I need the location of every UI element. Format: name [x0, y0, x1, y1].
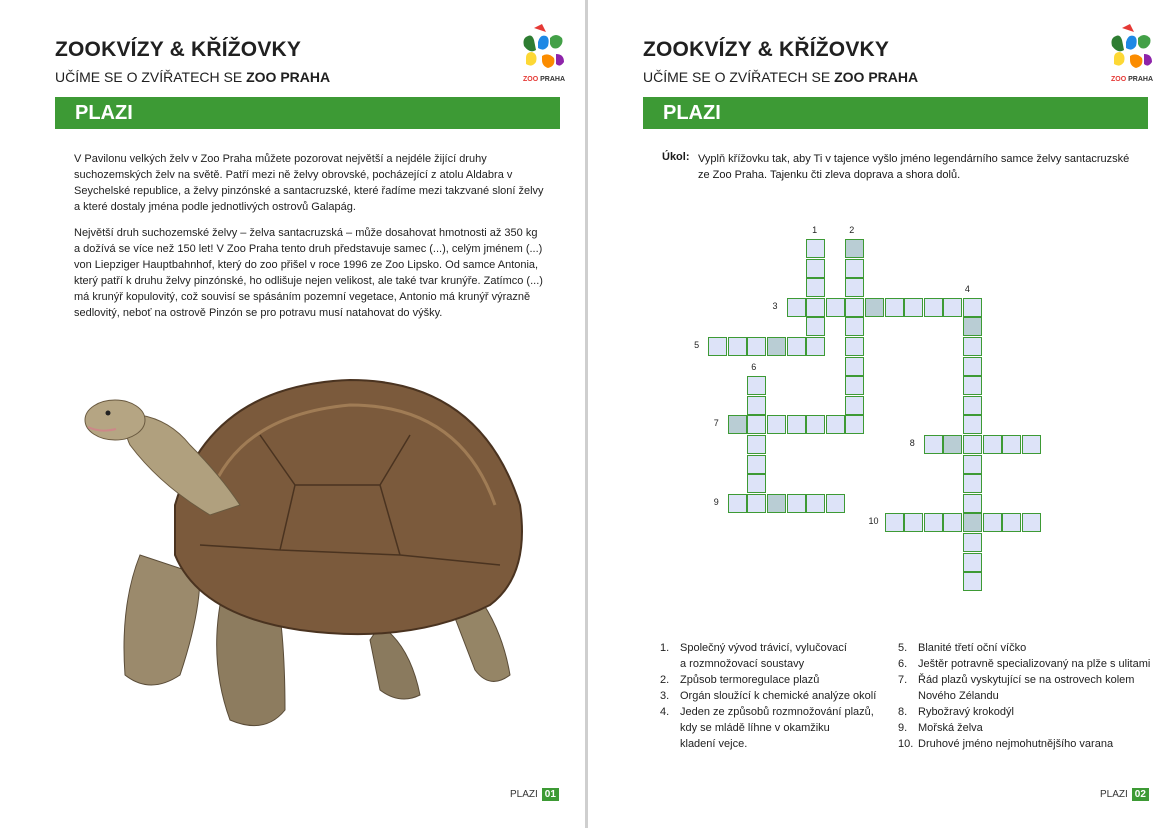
zoo-praha-logo	[520, 24, 568, 88]
crossword-cell[interactable]	[806, 278, 825, 297]
clues-left	[660, 640, 890, 752]
crossword-cell[interactable]	[963, 572, 982, 591]
crossword-cell[interactable]	[924, 435, 943, 454]
clue-1-cont: a rozmnožovací soustavy	[680, 658, 805, 670]
crossword-solution-cell[interactable]	[963, 317, 982, 336]
crossword-cell[interactable]	[963, 474, 982, 493]
crossword-cell[interactable]	[904, 298, 923, 317]
crossword-cell[interactable]	[963, 357, 982, 376]
crossword-cell[interactable]	[826, 415, 845, 434]
crossword-cell[interactable]	[885, 298, 904, 317]
crossword-cell[interactable]	[845, 376, 864, 395]
crossword-solution-cell[interactable]	[728, 415, 747, 434]
crossword-cell[interactable]	[1022, 435, 1041, 454]
crossword-number-3: 3	[772, 300, 778, 311]
clue-3: 3. Orgán sloužící k chemické analýze okolí	[660, 690, 877, 702]
crossword-number-4: 4	[964, 283, 970, 294]
crossword-cell[interactable]	[747, 494, 766, 513]
crossword-solution-cell[interactable]	[845, 239, 864, 258]
crossword-solution-cell[interactable]	[767, 337, 786, 356]
crossword-cell[interactable]	[787, 298, 806, 317]
crossword-cell[interactable]	[963, 337, 982, 356]
crossword-cell[interactable]	[767, 415, 786, 434]
crossword-cell[interactable]	[845, 259, 864, 278]
clue-4-cont2: kladení vejce.	[680, 738, 748, 750]
crossword-cell[interactable]	[924, 298, 943, 317]
crossword-cell[interactable]	[845, 415, 864, 434]
crossword-number-2: 2	[849, 225, 855, 235]
clue-9: 9. Mořská želva	[898, 722, 983, 734]
page-subtitle: UČÍME SE O ZVÍŘATECH SE ZOO PRAHA	[55, 69, 331, 85]
crossword-cell[interactable]	[747, 415, 766, 434]
crossword-cell[interactable]	[1002, 435, 1021, 454]
crossword-number-6: 6	[751, 362, 757, 373]
crossword-cell[interactable]	[963, 376, 982, 395]
crossword-cell[interactable]	[747, 337, 766, 356]
task-text: Vyplň křížovku tak, aby Ti v tajence vyšlo jméno legendárního samce želvy santacruzské ze Zoo Praha. Tajenku čti zleva doprava a shora dolů.	[698, 153, 1130, 181]
tortoise-paragraph: Největší druh suchozemské želvy – želva santacruzská – může dosahovat hmotnosti až 350 kg a dožívá se více než 150 let! V Zoo Praha tento druh představuje samec (...), celým jménem (...) von Liepziger Hauptbahnhof, který do zoo přišel v roce 1996 ze Zoo Lipsko. Od samce Antonia, který patří k druhu želvy pinzónské, ho odlišuje nejen velikost, ale také tvar krunýře. Zatímco (...) má krunýř kopulovitý, což souvisí se spásáním pozemní vegetace, Antonio má krunýř výrazně sedlovitý, neboť na ostrově Pinzón se pro potravu musí natahovat do výšky.	[74, 227, 543, 319]
crossword-cell[interactable]	[806, 259, 825, 278]
crossword-cell[interactable]	[747, 435, 766, 454]
crossword-cell[interactable]	[747, 474, 766, 493]
clue-5: 5. Blanité třetí oční víčko	[898, 642, 1027, 654]
hands-logo-icon	[520, 24, 568, 76]
crossword-cell[interactable]	[983, 513, 1002, 532]
crossword-cell[interactable]	[963, 435, 982, 454]
crossword-cell[interactable]	[1022, 513, 1041, 532]
crossword-cell[interactable]	[806, 337, 825, 356]
crossword-cell[interactable]	[806, 415, 825, 434]
crossword-cell[interactable]	[806, 317, 825, 336]
giant-tortoise-illustration	[80, 375, 530, 745]
crossword-number-5: 5	[694, 340, 700, 350]
crossword-cell[interactable]	[963, 396, 982, 415]
crossword-cell[interactable]	[806, 298, 825, 317]
crossword-cell[interactable]	[885, 513, 904, 532]
page-footer: PLAZI 01	[510, 788, 559, 801]
logo-text: ZOO PRAHA	[522, 76, 565, 83]
crossword-cell[interactable]	[728, 494, 747, 513]
crossword-cell[interactable]	[983, 435, 1002, 454]
clue-8: 8. Rybožravý krokodýl	[898, 706, 1014, 718]
crossword-cell[interactable]	[708, 337, 727, 356]
page-footer: PLAZI 02	[1100, 788, 1149, 801]
crossword-cell[interactable]	[963, 494, 982, 513]
page-right	[588, 0, 1173, 828]
crossword-solution-cell[interactable]	[767, 494, 786, 513]
intro-paragraph: V Pavilonu velkých želv v Zoo Praha můžete pozorovat největší a nejdéle žijící druhy suchozemských želv na světě. Patří mezi ně želvy obrovské, pocházející z atolu Aldabra v Seychelské republice, a želvy pinzónské a santacruzské, které řadíme mezi takzvané sloní želvy a které dostaly jména podle jednotlivých ostrovů Galapág.	[74, 153, 544, 213]
section-bar	[55, 97, 560, 129]
crossword-cell[interactable]	[1002, 513, 1021, 532]
crossword-cell[interactable]	[806, 494, 825, 513]
crossword-cell[interactable]	[943, 298, 962, 317]
crossword-solution-cell[interactable]	[865, 298, 884, 317]
crossword-number-8: 8	[909, 438, 915, 448]
clue-6: 6. Ještěr potravně specializovaný na plže s ulitami	[898, 658, 1151, 670]
task-label: Úkol:	[662, 151, 690, 163]
crossword-grid	[588, 0, 1173, 620]
crossword-cell[interactable]	[963, 298, 982, 317]
crossword-cell[interactable]	[747, 396, 766, 415]
crossword-cell[interactable]	[728, 337, 747, 356]
crossword-number-10: 10	[868, 516, 879, 527]
crossword-cell[interactable]	[845, 278, 864, 297]
crossword-solution-cell[interactable]	[963, 513, 982, 532]
crossword-cell[interactable]	[787, 337, 806, 356]
logo-text: ZOO PRAHA	[1110, 76, 1153, 83]
crossword-number-7: 7	[713, 418, 719, 429]
crossword-cell[interactable]	[826, 494, 845, 513]
crossword-cell[interactable]	[963, 533, 982, 552]
crossword-cell[interactable]	[963, 553, 982, 572]
section-title: PLAZI	[663, 102, 721, 124]
crossword-cell[interactable]	[943, 513, 962, 532]
crossword-cell[interactable]	[924, 513, 943, 532]
clue-1: 1. Společný vývod trávicí, vylučovací	[660, 642, 847, 654]
page-left	[0, 0, 585, 828]
crossword-cell[interactable]	[787, 415, 806, 434]
page-subtitle: UČÍME SE O ZVÍŘATECH SE ZOO PRAHA	[643, 69, 919, 85]
clue-2: 2. Způsob termoregulace plazů	[660, 674, 820, 686]
crossword-cell[interactable]	[963, 415, 982, 434]
crossword-cell[interactable]	[826, 298, 845, 317]
clues-right	[898, 640, 1168, 752]
clue-7-cont: Nového Zélandu	[918, 690, 999, 702]
crossword-cell[interactable]	[845, 337, 864, 356]
clue-4-cont: kdy se mládě líhne v okamžiku	[680, 722, 830, 734]
crossword-cell[interactable]	[845, 357, 864, 376]
crossword-cell[interactable]	[806, 239, 825, 258]
crossword-cell[interactable]	[904, 513, 923, 532]
crossword-cell[interactable]	[787, 494, 806, 513]
crossword-cell[interactable]	[747, 376, 766, 395]
page-title: ZOOKVÍZY & KŘÍŽOVKY	[55, 38, 302, 61]
crossword-cell[interactable]	[845, 298, 864, 317]
crossword-solution-cell[interactable]	[943, 435, 962, 454]
crossword-cell[interactable]	[747, 455, 766, 474]
crossword-cell[interactable]	[845, 317, 864, 336]
crossword-number-9: 9	[713, 496, 719, 507]
crossword-cell[interactable]	[845, 396, 864, 415]
page-title: ZOOKVÍZY & KŘÍŽOVKY	[643, 38, 890, 61]
crossword-number-1: 1	[812, 225, 818, 235]
section-title: PLAZI	[75, 102, 133, 124]
clue-7: 7. Řád plazů vyskytující se na ostrovech kolem	[898, 674, 1135, 686]
clue-10: 10. Druhové jméno nejmohutnějšího varana	[898, 738, 1114, 750]
crossword-cell[interactable]	[963, 455, 982, 474]
clue-4: 4. Jeden ze způsobů rozmnožování plazů,	[660, 706, 874, 718]
